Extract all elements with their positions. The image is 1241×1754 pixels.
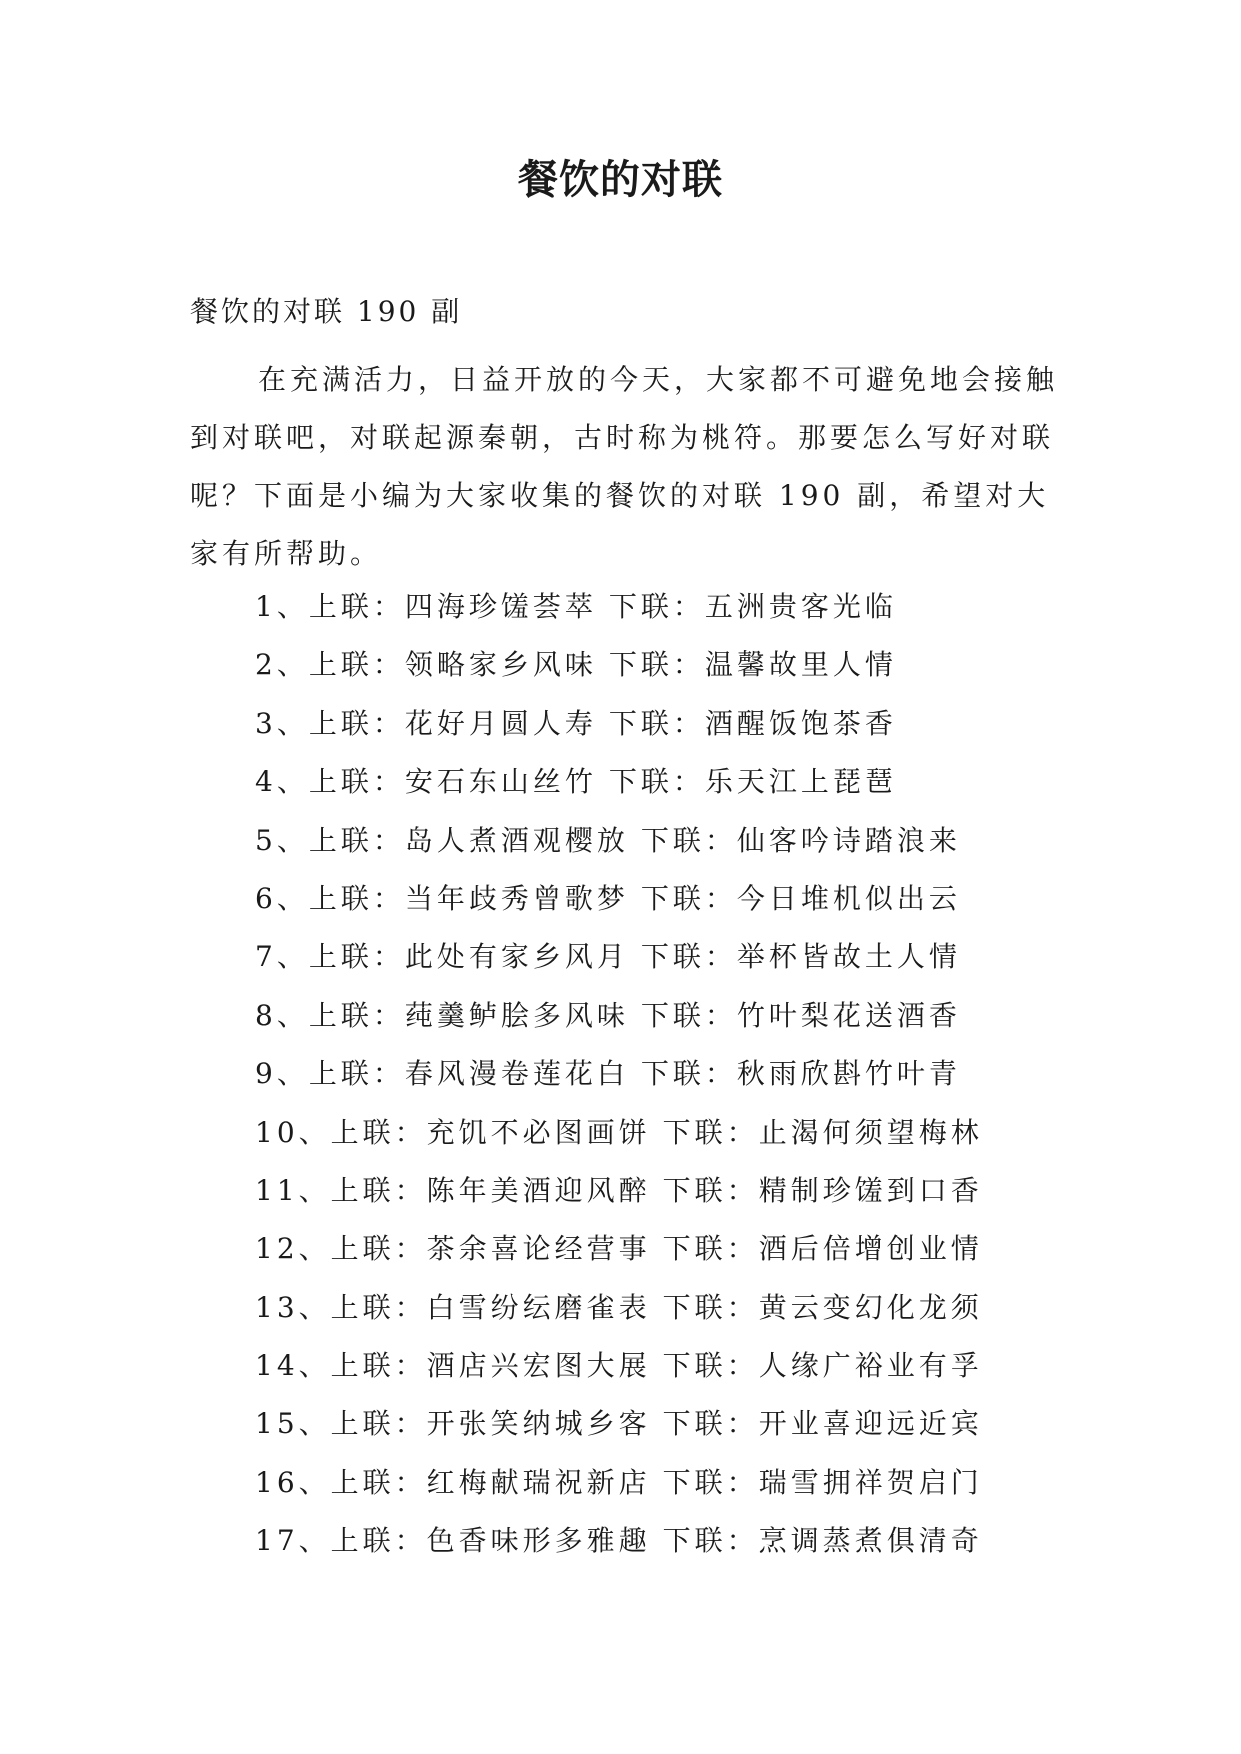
couplet-number: 7、 [255, 940, 309, 974]
couplet-number: 16、 [255, 1465, 331, 1499]
couplet-item [255, 1162, 1075, 1220]
lower-line: 酒后倍增创业情 [758, 1232, 983, 1266]
couplet-item [255, 753, 1075, 811]
document-title: 餐饮的对联 [518, 157, 723, 203]
couplet-item [255, 1279, 1075, 1337]
upper-label: 上联： [308, 1057, 405, 1091]
upper-label: 上联： [330, 1173, 427, 1207]
lower-label: 下联： [662, 1115, 759, 1149]
lower-line: 举杯皆故土人情 [736, 940, 961, 974]
couplet-number: 4、 [255, 765, 309, 799]
couplet-number: 9、 [255, 1057, 309, 1091]
upper-label: 上联： [308, 590, 405, 623]
couplet-item [255, 636, 1075, 694]
couplet-number: 17、 [255, 1524, 331, 1558]
upper-label: 上联： [308, 823, 405, 857]
couplet-number: 6、 [255, 881, 309, 915]
lower-line: 竹叶梨花送酒香 [736, 998, 961, 1032]
couplet-list [255, 578, 1075, 1571]
couplet-item [255, 578, 1075, 636]
upper-label: 上联： [308, 881, 405, 915]
upper-line: 茶余喜论经营事 [426, 1232, 651, 1266]
upper-label: 上联： [308, 648, 405, 682]
lower-label: 下联： [640, 1057, 737, 1091]
lower-line: 烹调蒸煮俱清奇 [758, 1524, 983, 1558]
couplet-item [255, 1395, 1075, 1453]
lower-line: 精制珍馐到口香 [758, 1173, 983, 1207]
couplet-item [255, 1104, 1075, 1162]
upper-line: 春风漫卷莲花白 [404, 1057, 629, 1091]
couplet-number: 12、 [255, 1232, 331, 1266]
upper-label: 上联： [308, 940, 405, 974]
upper-line: 充饥不必图画饼 [426, 1115, 651, 1149]
intro-paragraph: 在充满活力，日益开放的今天，大家都不可避免地会接触到对联吧，对联起源秦朝，古时称为桃符。那要怎么写好对联呢？下面是小编为大家收集的餐饮的对联 190 副，希望对大家有所帮助。 [190, 363, 1059, 570]
upper-label: 上联： [308, 998, 405, 1032]
lower-label: 下联： [608, 590, 705, 623]
lower-label: 下联： [608, 706, 705, 740]
document-subtitle: 餐饮的对联 190 副 [190, 295, 463, 328]
upper-line: 岛人煮酒观樱放 [404, 823, 629, 857]
lower-line: 瑞雪拥祥贺启门 [758, 1465, 983, 1499]
upper-line: 花好月圆人寿 [404, 706, 597, 740]
lower-line: 开业喜迎远近宾 [758, 1407, 983, 1441]
lower-line: 黄云变幻化龙须 [758, 1290, 983, 1324]
couplet-number: 3、 [255, 706, 309, 740]
upper-line: 陈年美酒迎风醉 [426, 1173, 651, 1207]
lower-label: 下联： [662, 1465, 759, 1499]
lower-line: 人缘广裕业有孚 [758, 1349, 983, 1383]
upper-label: 上联： [330, 1465, 427, 1499]
lower-line: 乐天江上琵琶 [704, 765, 897, 799]
lower-line: 今日堆机似出云 [736, 881, 961, 915]
upper-label: 上联： [330, 1407, 427, 1441]
upper-line: 当年歧秀曾歌梦 [404, 881, 629, 915]
upper-line: 此处有家乡风月 [404, 940, 629, 974]
lower-label: 下联： [608, 648, 705, 682]
lower-label: 下联： [662, 1232, 759, 1266]
upper-label: 上联： [330, 1349, 427, 1383]
upper-line: 莼羹鲈脍多风味 [404, 998, 629, 1032]
couplet-number: 2、 [255, 648, 309, 682]
couplet-number: 1、 [255, 590, 309, 623]
couplet-number: 11、 [255, 1173, 331, 1207]
lower-label: 下联： [640, 998, 737, 1032]
lower-line: 五洲贵客光临 [704, 590, 897, 623]
upper-label: 上联： [308, 706, 405, 740]
couplet-item [255, 1220, 1075, 1278]
lower-label: 下联： [662, 1290, 759, 1324]
couplet-number: 5、 [255, 823, 309, 857]
couplet-number: 10、 [255, 1115, 331, 1149]
lower-line: 仙客吟诗踏浪来 [736, 823, 961, 857]
couplet-item [255, 1512, 1075, 1570]
upper-line: 开张笑纳城乡客 [426, 1407, 651, 1441]
lower-label: 下联： [640, 881, 737, 915]
upper-label: 上联： [330, 1290, 427, 1324]
lower-label: 下联： [640, 823, 737, 857]
upper-label: 上联： [330, 1232, 427, 1266]
lower-label: 下联： [662, 1349, 759, 1383]
upper-label: 上联： [308, 765, 405, 799]
upper-line: 酒店兴宏图大展 [426, 1349, 651, 1383]
lower-label: 下联： [608, 765, 705, 799]
lower-line: 止渴何须望梅林 [758, 1115, 983, 1149]
upper-label: 上联： [330, 1115, 427, 1149]
couplet-number: 14、 [255, 1349, 331, 1383]
upper-line: 红梅献瑞祝新店 [426, 1465, 651, 1499]
couplet-number: 8、 [255, 998, 309, 1032]
lower-label: 下联： [640, 940, 737, 974]
couplet-item [255, 812, 1075, 870]
couplet-number: 15、 [255, 1407, 331, 1441]
upper-label: 上联： [330, 1524, 427, 1558]
couplet-item [255, 1337, 1075, 1395]
couplet-item [255, 695, 1075, 753]
lower-line: 温馨故里人情 [704, 648, 897, 682]
couplet-number: 13、 [255, 1290, 331, 1324]
upper-line: 色香味形多雅趣 [426, 1524, 651, 1558]
lower-label: 下联： [662, 1407, 759, 1441]
couplet-item [255, 1045, 1075, 1103]
couplet-item [255, 928, 1075, 986]
upper-line: 白雪纷纭磨雀表 [426, 1290, 651, 1324]
upper-line: 领略家乡风味 [404, 648, 597, 682]
upper-line: 四海珍馐荟萃 [404, 590, 597, 623]
upper-line: 安石东山丝竹 [404, 765, 597, 799]
lower-line: 秋雨欣斟竹叶青 [736, 1057, 961, 1091]
couplet-item [255, 1454, 1075, 1512]
couplet-item [255, 987, 1075, 1045]
lower-label: 下联： [662, 1524, 759, 1558]
lower-line: 酒醒饭饱茶香 [704, 706, 897, 740]
couplet-item [255, 870, 1075, 928]
lower-label: 下联： [662, 1173, 759, 1207]
